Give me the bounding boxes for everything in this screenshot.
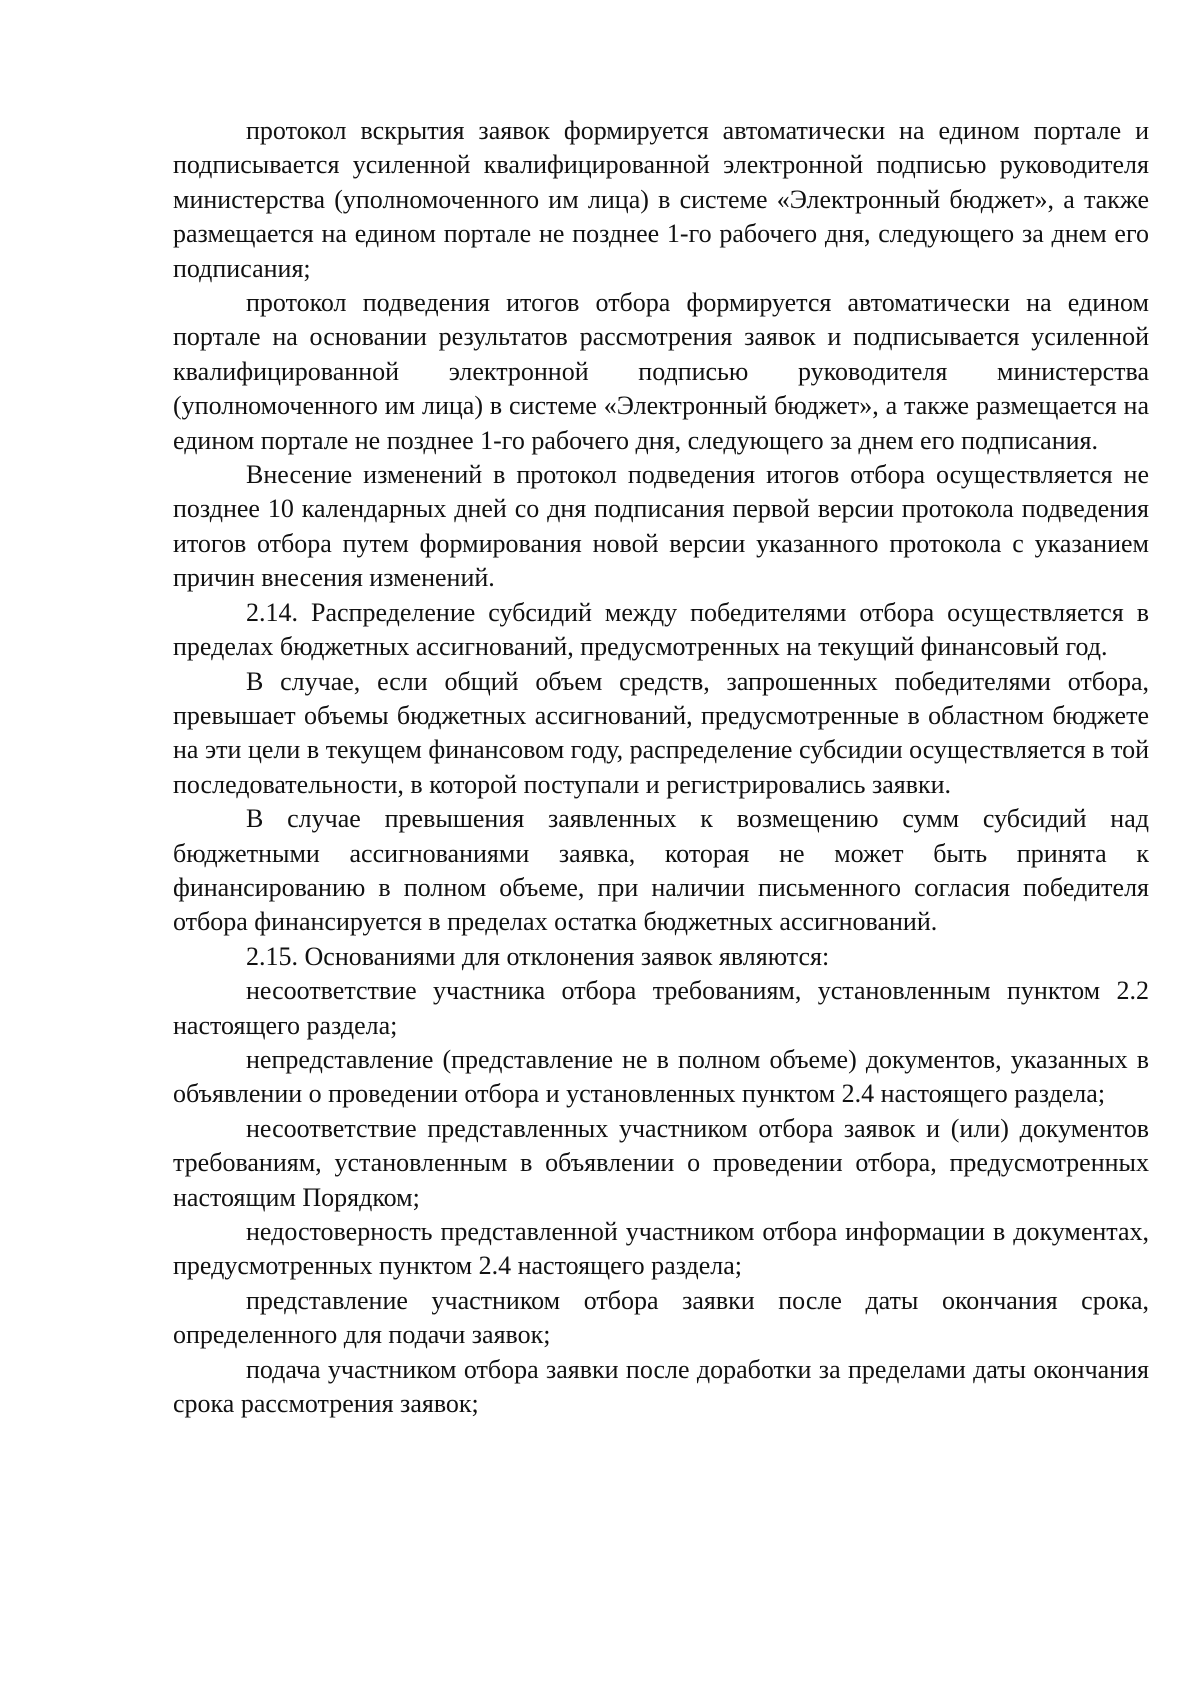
paragraph-results-protocol: протокол подведения итогов отбора формируется автоматически на едином портале на основании результатов рассмотрения заявок и подписывается усиленной квалифицированной электронной подписью руководителя министерства (уполномоченного им лица) в системе «Электронный бюджет», а также размещается на едином портале не позднее 1-го рабочего дня, следующего за днем его подписания. <box>173 288 1149 455</box>
list-item-false-information: недостоверность представленной участником отбора информации в документах, предусмотренных пунктом 2.4 настоящего раздела; <box>173 1217 1149 1281</box>
list-item-late-submission: представление участником отбора заявки после даты окончания срока, определенного для подачи заявок; <box>173 1285 1149 1350</box>
paragraph-protocol-changes: Внесение изменений в протокол подведения итогов отбора осуществляется не позднее 10 календарных дней со дня подписания первой версии протокола подведения итогов отбора путем формирования новой версии указанного протокола с указанием причин внесения изменений. <box>173 460 1149 593</box>
list-item-participant-mismatch: несоответствие участника отбора требованиям, установленным пунктом 2.2 настоящего раздела; <box>173 976 1149 1040</box>
paragraph-excess-requests: В случае, если общий объем средств, запрошенных победителями отбора, превышает объемы бюджетных ассигнований, предусмотренные в областном бюджете на эти цели в текущем финансовом году, распределение субсидии осуществляется в той последовательности, в которой поступали и регистрировались заявки. <box>173 666 1149 799</box>
list-item-documents-mismatch: несоответствие представленных участником отбора заявок и (или) документов требованиям, установленным в объявлении о проведении отбора, предусмотренных настоящим Порядком; <box>173 1113 1149 1212</box>
paragraph-opening-protocol: протокол вскрытия заявок формируется автоматически на едином портале и подписывается усиленной квалифицированной электронной подписью руководителя министерства (уполномоченного им лица) в системе «Электронный бюджет», а также размещается на едином портале не позднее 1-го рабочего дня, следующего за днем его подписания; <box>173 116 1149 283</box>
list-item-late-revision: подача участником отбора заявки после доработки за пределами даты окончания срока рассмотрения заявок; <box>173 1354 1149 1419</box>
document-page <box>173 114 1149 1421</box>
paragraph-excess-claims: В случае превышения заявленных к возмещению сумм субсидий над бюджетными ассигнованиями заявка, которая не может быть принята к финансированию в полном объеме, при наличии письменного согласия победителя отбора финансируется в пределах остатка бюджетных ассигнований. <box>173 804 1149 937</box>
list-item-missing-documents: непредставление (представление не в полном объеме) документов, указанных в объявлении о проведении отбора и установленных пунктом 2.4 настоящего раздела; <box>173 1044 1149 1109</box>
paragraph-2-15-rejection-grounds: 2.15. Основаниями для отклонения заявок являются: <box>246 941 830 971</box>
paragraph-2-14-distribution: 2.14. Распределение субсидий между победителями отбора осуществляется в пределах бюджетных ассигнований, предусмотренных на текущий финансовый год. <box>173 597 1149 662</box>
